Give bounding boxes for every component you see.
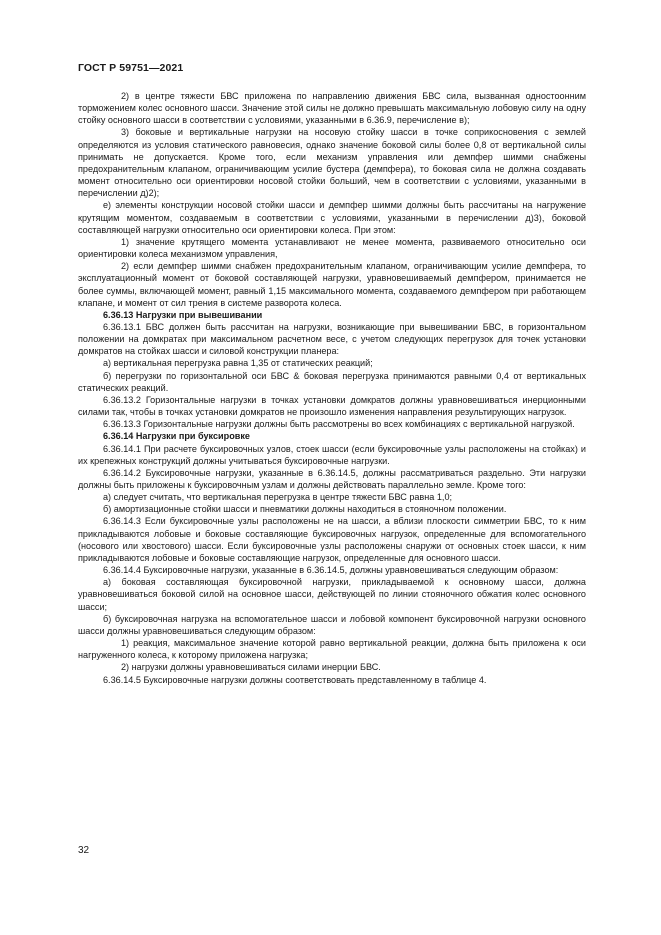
paragraph: а) боковая составляющая буксировочной нагрузки, прикладываемой к основному шасси, должна уравновешиваться боковой силой на основное шасси, действующей по линии стояночного обжатия колес основного шасси; <box>78 577 586 612</box>
document-header: ГОСТ Р 59751—2021 <box>78 62 184 74</box>
section-heading: 6.36.13 Нагрузки при вывешивании <box>103 309 263 320</box>
paragraph: 6.36.14.3 Если буксировочные узлы расположены не на шасси, а вблизи плоскости симметрии БВС, то к ним прикладываются лобовые и боковые составляющие буксировочных нагрузок, определенные для вспомогательного (носового или хвостового) шасси. Если буксировочные узлы расположены снаружи от основных стоек шасси, к ним прикладываются лобовые и боковые составляющие нагрузок, определенные для основного шасси. <box>78 516 586 563</box>
paragraph: 6.36.13.2 Горизонтальные нагрузки в точках установки домкратов должны уравновешиваться инерционными силами так, чтобы в точках установки домкратов не произошло изменения направления результирующих нагрузок. <box>78 394 586 418</box>
paragraph: б) буксировочная нагрузка на вспомогательное шасси и лобовой компонент буксировочной нагрузки основного шасси должны уравновешиваться следующим образом: <box>78 613 586 636</box>
paragraph: 6.36.13.3 Горизонтальные нагрузки должны быть рассмотрены во всех комбинациях с вертикальной нагрузкой. <box>103 419 575 430</box>
paragraph: 3) боковые и вертикальные нагрузки на носовую стойку шасси в точке соприкосновения с землей определяются из условия статического равновесия, однако значение боковой силы более 0,8 от вертикальной силы принимать не допускается. Кроме того, если механизм управления или демпфер шимми снабжены предохранительным клапаном, ограничивающим усилие бустера (демпфера), то боковая сила не должна создавать момент относительно оси ориентировки носовой стойки больший, чем в соответствии с условиями, указанными в перечислении д)2); <box>78 127 586 199</box>
section-heading: 6.36.14 Нагрузки при буксировке <box>103 431 250 442</box>
paragraph: 2) нагрузки должны уравновешиваться силами инерции БВС. <box>121 662 381 673</box>
paragraph: 2) в центре тяжести БВС приложена по направлению движения БВС сила, вызванная одностоонним торможением колес основного шасси. Значение этой силы не должно превышать максимальную лобовую силу на одну стойку основного шасси в соответствии с условиями, указанными в 6.36.9, перечисление в); <box>78 91 586 126</box>
paragraph: е) элементы конструкции носовой стойки шасси и демпфер шимми должны быть рассчитаны на нагружение крутящим моментом, создаваемым в соответствии с условиями, указанными в перечислении д)3), боковой составляющей нагрузки относительно оси ориентировки колеса. При этом: <box>78 200 586 235</box>
paragraph: а) следует считать, что вертикальная перегрузка в центре тяжести БВС равна 1,0; <box>103 492 453 503</box>
paragraph: б) перегрузки по горизонтальной оси БВС & боковая перегрузка принимаются равными 0,4 от вертикальных статических реакций. <box>78 370 586 393</box>
paragraph: 1) реакция, максимальное значение которой равно вертикальной реакции, должна быть приложена к оси нагруженного колеса, к которому приложена нагрузка; <box>78 638 586 661</box>
paragraph: 1) значение крутящего момента устанавливают не менее момента, развиваемого относительно оси ориентировки колеса механизмом управления, <box>78 236 586 260</box>
paragraph: б) амортизационные стойки шасси и пневматики должны находиться в стояночном положении. <box>103 504 507 515</box>
paragraph: 6.36.14.2 Буксировочные нагрузки, указанные в 6.36.14.5, должны рассматриваться раздельно. Эти нагрузки должны быть приложены к буксировочным узлам и должны действовать параллельно земле. Кроме того: <box>78 467 586 490</box>
page-number: 32 <box>78 845 90 856</box>
paragraph: 6.36.14.5 Буксировочные нагрузки должны соответствовать представленному в таблице 4. <box>103 674 487 685</box>
paragraph: 2) если демпфер шимми снабжен предохранительным клапаном, ограничивающим усилие демпфера, то эксплуатационный момент от боковой составляющей нагрузки, уравновешиваемый демпфером, принимается не более суммы, включающей момент, равный 1,15 максимального момента, создаваемого демпфером при работающем клапане, и момент от сил трения в системе разворота колеса. <box>78 261 586 308</box>
paragraph: 6.36.14.1 При расчете буксировочных узлов, стоек шасси (если буксировочные узлы расположены на стойках) и их крепежных конструкций должны учитываться буксировочные нагрузки. <box>78 443 586 466</box>
paragraph: а) вертикальная перегрузка равна 1,35 от статических реакций; <box>103 358 373 369</box>
document-body <box>78 90 586 686</box>
paragraph: 6.36.14.4 Буксировочные нагрузки, указанные в 6.36.14.5, должны уравновешиваться следующим образом: <box>103 565 559 576</box>
paragraph: 6.36.13.1 БВС должен быть рассчитан на нагрузки, возникающие при вывешивании БВС, в горизонтальном положении на домкратах при максимальном расчетном весе, с учетом следующих перегрузок для точек установки домкратов на стойках шасси и силовой конструкции планера: <box>78 321 586 357</box>
